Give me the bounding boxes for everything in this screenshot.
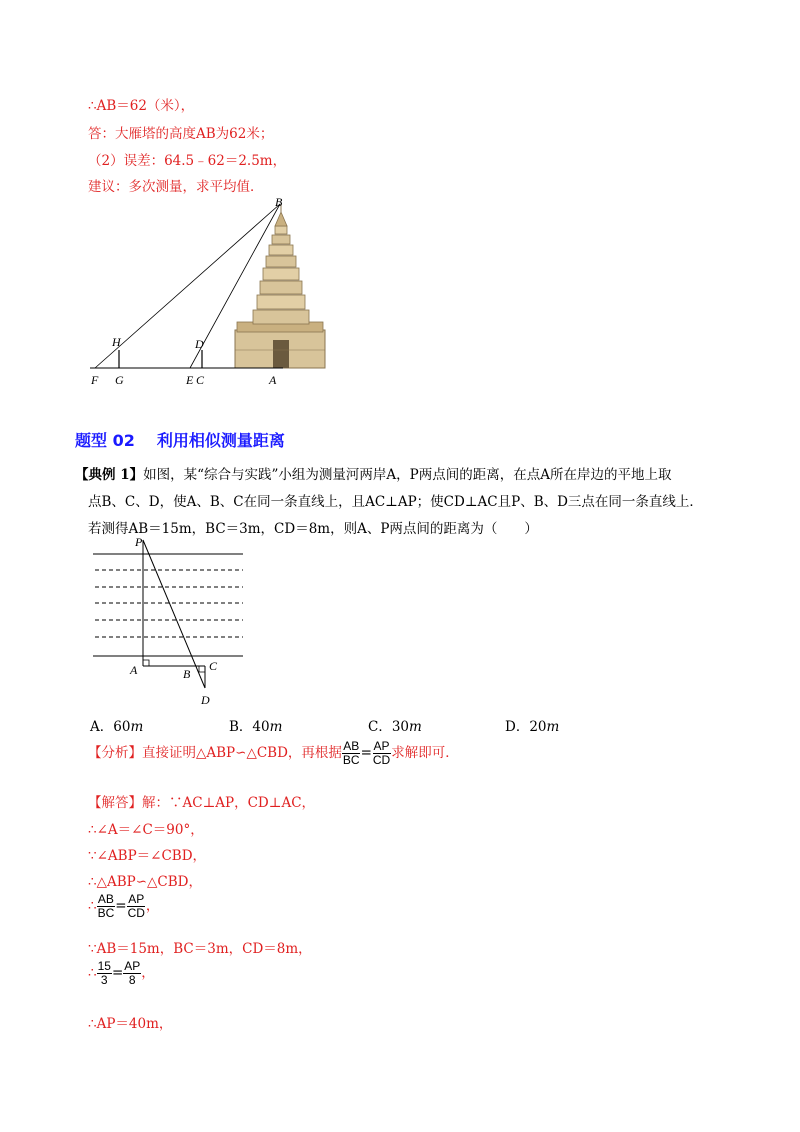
answer-line-4: ∴△ABP∽△CBD，: [88, 874, 202, 890]
answer-line-5: ∴ $\frac{AB}{BC}$ = $\frac{AP}{CD}$ ，: [88, 892, 160, 920]
solution-line-ab: ∴AB＝62（米），: [88, 98, 195, 114]
label-D2: D: [201, 693, 210, 707]
label-A: A: [269, 373, 277, 387]
choice-c[interactable]: C．30m: [368, 719, 422, 735]
answer-line-7: ∴ $\frac{15}{3}$ = $\frac{AP}{8}$ ，: [88, 959, 155, 987]
label-B: B: [275, 195, 283, 209]
label-A2: A: [130, 663, 138, 677]
pagoda-figure: [85, 190, 345, 390]
example-line-3: 若测得AB＝15m，BC＝3m，CD＝8m，则A、P两点间的距离为（ ）: [88, 521, 538, 537]
choice-b[interactable]: B．40m: [229, 719, 283, 735]
example-tag: 【典例 1】: [75, 467, 144, 483]
solution-line-answer: 答：大雁塔的高度AB为62米；: [88, 126, 274, 142]
river-figure: [85, 532, 255, 712]
label-B2: B: [183, 667, 191, 681]
answer-line-1: 【解答】解：∵AC⊥AP，CD⊥AC，: [88, 795, 316, 811]
section-title: 利用相似测量距离: [156, 431, 285, 450]
label-H: H: [112, 335, 121, 349]
example-line-1: 【典例 1】如图，某“综合与实践”小组为测量河两岸A，P两点间的距离，在点A所在岸边的平地上取: [75, 467, 672, 483]
answer-line-8: ∴AP＝40m，: [88, 1016, 173, 1032]
answer-line-3: ∵∠ABP＝∠CBD，: [88, 848, 207, 864]
label-P: P: [135, 535, 143, 549]
fraction-15-3: $\frac{15}{3}$: [97, 959, 111, 987]
label-C2: C: [209, 659, 218, 673]
solution-line-suggestion: 建议：多次测量，求平均值．: [88, 179, 264, 195]
fraction-ap-cd: $\frac{AP}{CD}$: [372, 739, 391, 767]
section-heading: [75, 428, 285, 451]
analysis-tag: 【分析】: [88, 745, 142, 761]
answer-line-2: ∴∠A＝∠C＝90°，: [88, 822, 204, 838]
answer-tag: 【解答】: [88, 795, 142, 811]
choice-a[interactable]: A．60m: [90, 719, 144, 735]
label-G: G: [115, 373, 124, 387]
label-C: C: [196, 373, 205, 387]
example-line-2: 点B、C、D，使A、B、C在同一条直线上，且AC⊥AP；使CD⊥AC且P、B、D三点在同一条直线上．: [88, 494, 703, 510]
fraction-ap-cd-2: $\frac{AP}{CD}$: [127, 892, 145, 920]
solution-line-error: （2）误差：64.5﹣62＝2.5m，: [88, 153, 287, 169]
choice-d[interactable]: D．20m: [505, 719, 560, 735]
label-F: F: [91, 373, 99, 387]
fraction-ap-8: $\frac{AP}{8}$: [124, 959, 141, 987]
analysis-line: 【分析】直接证明△ABP∽△CBD，再根据 $\frac{AB}{BC}$ = $\frac{AP}{CD}$ 求解即可．: [88, 739, 459, 767]
answer-line-6: ∵AB＝15m，BC＝3m，CD＝8m，: [88, 941, 312, 957]
pagoda-image: [235, 204, 325, 368]
section-number: 题型 02: [75, 431, 135, 450]
label-D: D: [195, 337, 204, 351]
fraction-ab-bc-2: $\frac{AB}{BC}$: [97, 892, 115, 920]
fraction-ab-bc: $\frac{AB}{BC}$: [342, 739, 360, 767]
label-E: E: [186, 373, 194, 387]
